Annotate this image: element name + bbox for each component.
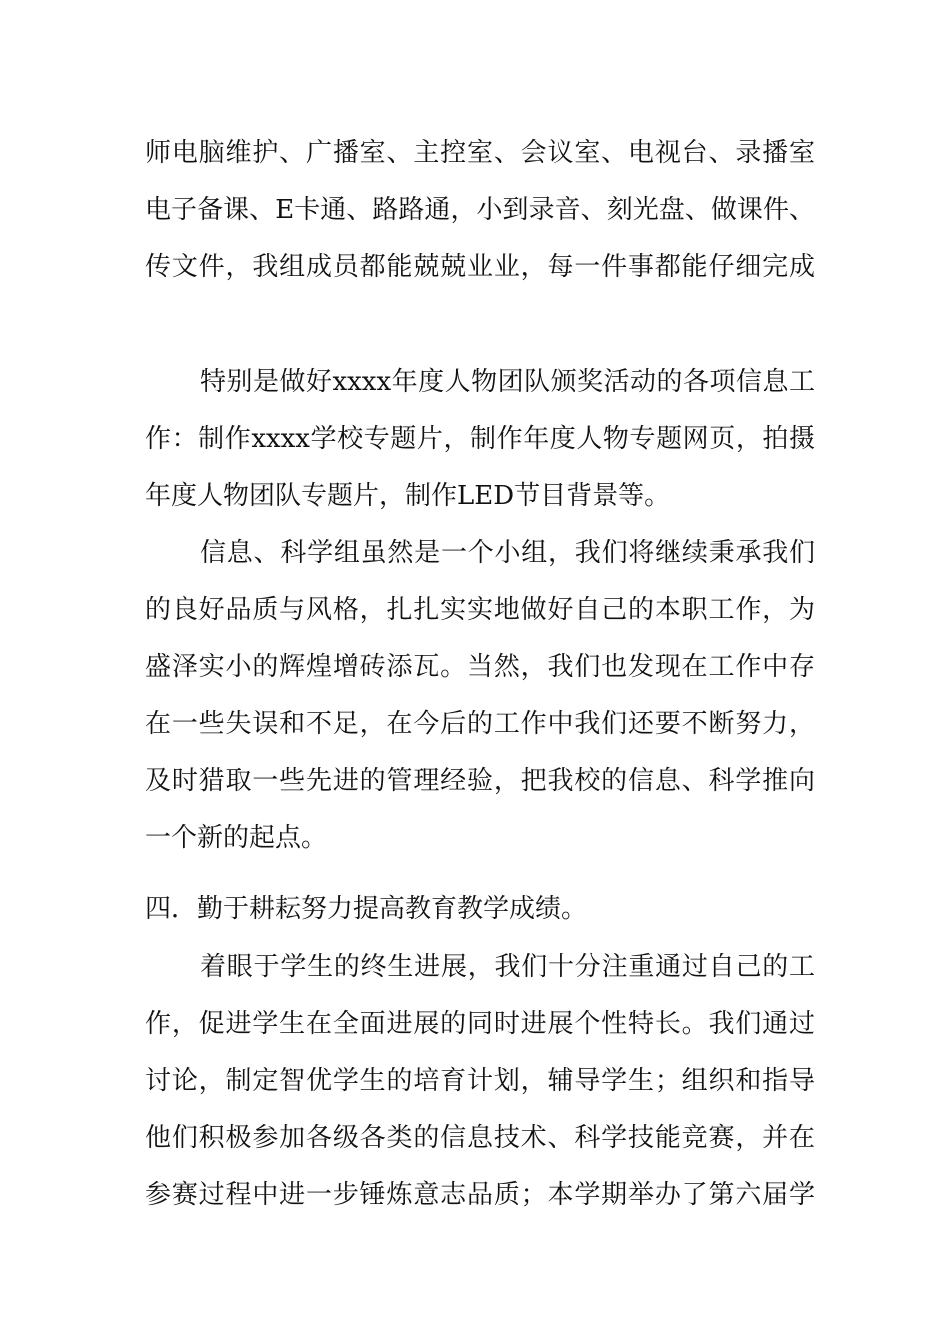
text-line: 电子备课、E卡通、路路通，小到录音、刻光盘、做课件、 — [145, 195, 815, 225]
text-line: 信息、科学组虽然是一个小组，我们将继续秉承我们 — [200, 538, 815, 568]
text-line: 作，促进学生在全面进展的同时进展个性特长。我们通过 — [145, 1009, 815, 1039]
text-line: 的良好品质与风格，扎扎实实地做好自己的本职工作，为 — [145, 595, 815, 625]
text-line: 他们积极参加各级各类的信息技术、科学技能竞赛，并在 — [145, 1123, 815, 1153]
text-line: 及时猎取一些先进的管理经验，把我校的信息、科学推向 — [145, 766, 815, 796]
text-line: 参赛过程中进一步锤炼意志品质；本学期举办了第六届学 — [145, 1180, 815, 1210]
text-line: 讨论，制定智优学生的培育计划，辅导学生；组织和指导 — [145, 1066, 815, 1096]
text-line: 盛泽实小的辉煌增砖添瓦。当然，我们也发现在工作中存 — [145, 652, 815, 682]
text-line: 作：制作xxxx学校专题片，制作年度人物专题网页，拍摄 — [145, 424, 815, 454]
text-line: 在一些失误和不足，在今后的工作中我们还要不断努力， — [145, 709, 815, 739]
section-heading: 四．勤于耕耘努力提高教育教学成绩。 — [145, 894, 588, 924]
text-line: 一个新的起点。 — [145, 823, 328, 853]
text-line: 特别是做好xxxx年度人物团队颁奖活动的各项信息工 — [200, 367, 815, 397]
text-line: 年度人物团队专题片，制作LED节目背景等。 — [145, 481, 671, 511]
text-line: 传文件，我组成员都能兢兢业业，每一件事都能仔细完成 — [145, 252, 815, 282]
text-line: 着眼于学生的终生进展，我们十分注重通过自己的工 — [200, 952, 815, 982]
text-line: 师电脑维护、广播室、主控室、会议室、电视台、录播室 — [145, 138, 815, 168]
